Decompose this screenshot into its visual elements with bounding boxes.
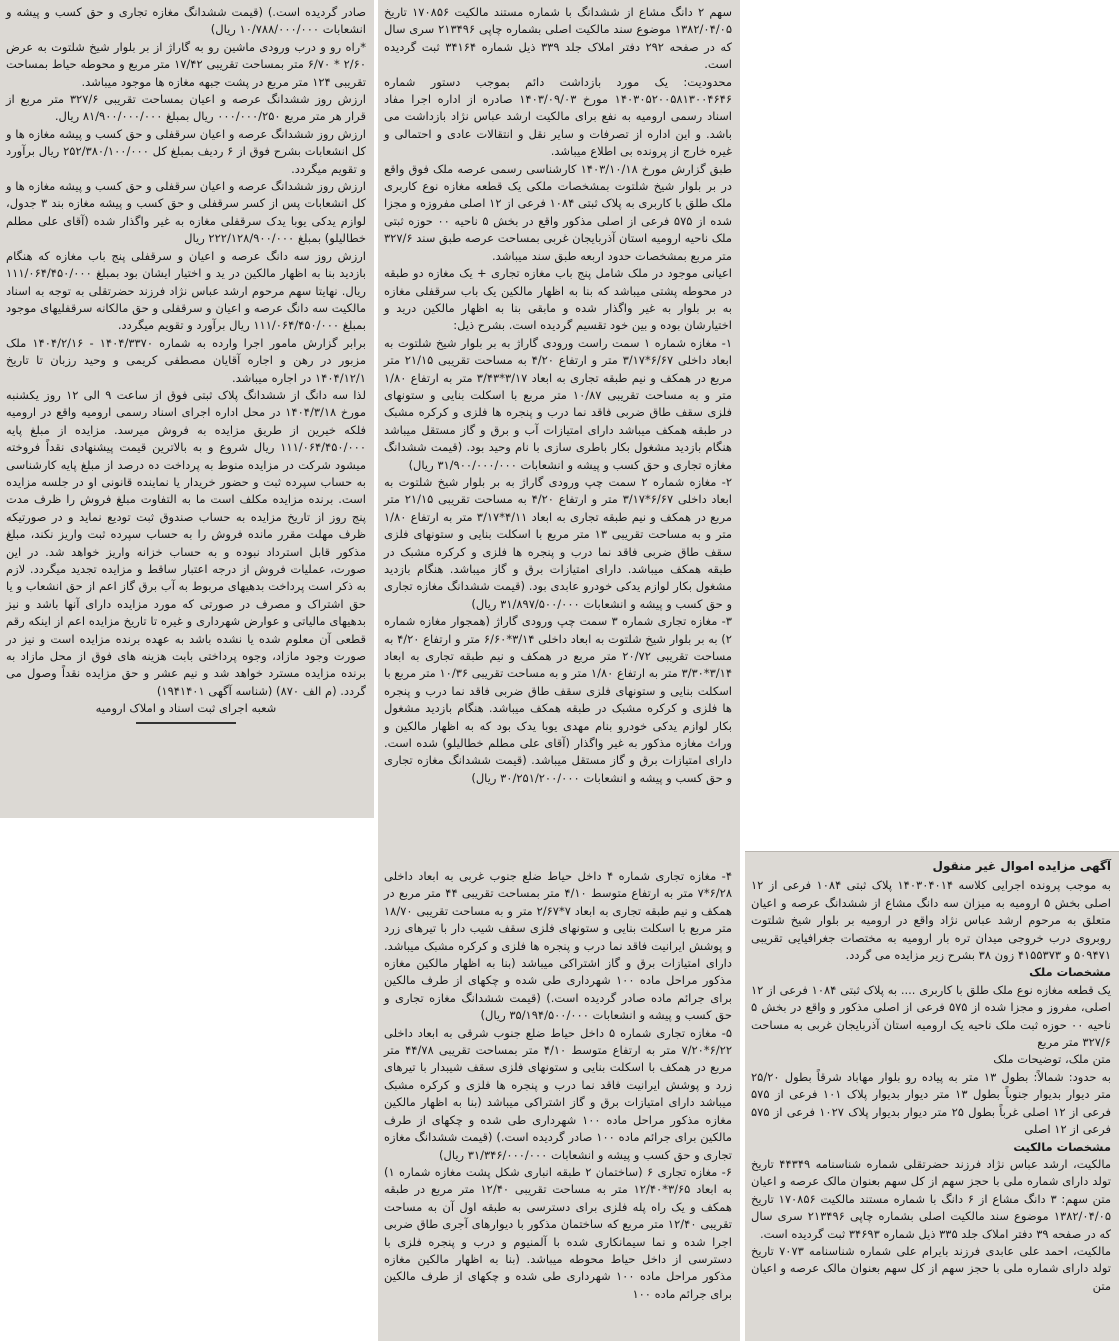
paragraph: طبق گزارش مورخ ۱۴۰۳/۱۰/۱۸ کارشناسی رسمی عرصه ملک فوق واقع در بر بلوار شیخ شلتوت بمشخصات ملکی یک قطعه مغازه نوع کاربری ملک طلق با کاربری به پلاک ثبتی ۱۰۸۴ فرعی از ۱۲ اصلی مفروزه و مجزا شده از ۵۷۵ فرعی از اصلی مذکور واقع در بخش ۵ ناحیه ۰۰ حوزه ثبتی ملک ناحیه ارومیه استان آذربایجان غربی بمساحت عرصه طبق سند ۳۲۷/۶ متر مربع بمشخصات حدود اربعه طبق سند میباشد.	[383, 161, 733, 263]
notice-title: آگهی مزایده اموال غیر منقول	[932, 859, 1111, 873]
section-heading: مشخصات ملک	[1029, 965, 1111, 980]
issuer-signature: شعبه اجرای ثبت اسناد و املاک ارومیه	[95, 701, 277, 716]
paragraph: برابر گزارش مامور اجرا وارده به شماره ۱۴۰۴/۳۳۷۰ - ۱۴۰۴/۲/۱۶ ملک مزبور در رهن و اجاره آقایان مصطفی کریمی و وحید رزبان تا تاریخ ۱۴۰۴/۱۲/۱ در اجاره میباشد.	[6, 335, 366, 385]
shop-3-paragraph: ۳- مغازه تجاری شماره ۳ سمت چپ ورودی گاراژ (همجوار مغازه شماره ۲) به بر بلوار شیخ شلتوت به ابعاد داخلی ۳/۱۴*۶/۶۰ متر و ارتفاع ۴/۲۰ به مساحت تقریبی ۲۰/۷۲ متر مربع در همکف و نیم طبقه تجاری به ابعاد ۳/۱۴*۳/۳۰ متر به ارتفاع ۱/۸۰ متر و به مساحت تقریبی ۱۰/۳۶ متر مربع با اسکلت بنایی و ستونهای فلزی سقف طاق ضربی فاقد نما درب و پنجره ها فلزی و کرکره مشبک در طبقه همکف میباشد. هنگام بازدید مشغول بکار لوازم یدکی خودرو بنام مهدی یوبا یدک بود که به اظهار مالکین و وراث مغازه مذکور به غیر واگذار (آقای علی مطلم خطالیلو) شده است. دارای امتیازات برق و گاز مستقل میباشد. (قیمت ششدانگ مغازه تجاری و حق کسب و پیشه و انشعابات ۳۰/۲۵۱/۲۰۰/۰۰۰ ریال)	[384, 614, 732, 785]
auction-notice-box	[745, 851, 1119, 1341]
article-column-left	[0, 0, 374, 818]
paragraph: اعیانی موجود در ملک شامل پنج باب مغازه تجاری + یک مغازه دو طبقه در محوطه پشتی میباشد که بنا به اظهار مالکین یک باب سرقفلی مغازه به بر بلوار به غیر واگذار شده و مابقی بنا به اظهار مالکین درید و اختیارشان بوده و بین خود تقسیم گردیده است. بشرح ذیل:	[384, 266, 732, 333]
shop-2-paragraph: ۲- مغازه شماره ۲ سمت چپ ورودی گاراژ به بر بلوار شیخ شلتوت به ابعاد داخلی ۶/۶۷*۳/۱۷ متر و ارتفاع ۴/۲۰ به مساحت تقریبی ۲۱/۱۵ متر مربع در همکف و نیم طبقه تجاری به ابعاد ۴/۱۱*۳/۱۷ متر به ارتفاع ۱/۸۰ متر و به مساحت تقریبی ۱۳ متر مربع با اسکلت بنایی و ستونهای فلزی سقف طاق ضربی فاقد نما درب و پنجره ها فلزی و کرکره مشبک در طبقه همکف میباشد. دارای امتیازات برق و گاز میباشد. هنگام بازدید مشغول بکار لوازم یدکی خودرو عابدی بود. (قیمت ششدانگ مغازه تجاری و حق کسب و پیشه و انشعابات ۳۱/۸۹۷/۵۰۰/۰۰۰ ریال)	[384, 474, 733, 611]
shop-6-paragraph: ۶- مغازه تجاری ۶ (ساختمان ۲ طبقه انباری شکل پشت مغازه شماره ۱) به ابعاد ۳/۶۵*۱۲/۴۰ متر به مساحت تقریبی ۱۲/۴۰ متر مربع در طبقه همکف و یک راه پله فلزی برای دسترسی به طبقه اول آن به مساحت تقریبی ۱۲/۴۰ متر مربع که ساختمان مذکور با دیوارهای آجری طاق ضربی اجرا شده و نما سیمانکاری شده با آلمنیوم و درب و پنجره فلزی با دسترسی از داخل حیاط محوطه میباشد. (بنا به اظهار مالکین مغازه مذکور مراحل ماده ۱۰۰ شهرداری طی شده و چکهای از طرف مالکین برای جرائم ماده ۱۰۰	[384, 1164, 733, 1301]
paragraph: ارزش روز سه دانگ عرصه و اعیان و سرقفلی پنج باب مغازه که هنگام بازدید بنا به اظهار مالکین در ید و اختیار ایشان بود بمبلغ ۱۱۱/۰۶۴/۴۵۰/۰۰۰ ریال. نهایتا سهم مرحوم ارشد عباس نژاد فرزند حضرتقلی به توجه به اسناد مالکیت سه دانگ عرصه و اعیان و سرقفلی و حق مالکانه سرقفلیهای موجود بمبلغ ۱۱۱/۰۶۴/۴۵۰/۰۰۰ ریال برآورد و تقویم میگردد.	[6, 248, 366, 333]
divider	[136, 722, 236, 724]
paragraph: ارزش روز ششدانگ عرصه و اعیان بمساحت تقریبی ۳۲۷/۶ متر مربع از قرار هر متر مربع ۰۰۰/۰۰۰/۲۵۰ ریال بمبلغ ۸۱/۹۰۰/۰۰۰/۰۰۰ ریال.	[6, 92, 366, 124]
paragraph: به موجب پرونده اجرایی کلاسه ۱۴۰۳۰۴۰۱۴ پلاک ثبتی ۱۰۸۴ فرعی از ۱۲ اصلی بخش ۵ ارومیه به میزان سه دانگ مشاع از ششدانگ عرصه و اعیان متعلق به مرحوم ارشد عباس نژاد واقع در ارومیه بر بلوار شیخ شلتوت روبروی درب خروجی میدان تره بار ارومیه به مختصات جغرافیایی تقریبی ۵۰۹۴۷۱ و ۴۱۵۵۳۷۳ زون ۳۸ بشرح زیر مزایده می گردد.	[751, 878, 1111, 963]
paragraph: مالکیت، ارشد عباس نژاد فرزند حضرتقلی شماره شناسنامه ۴۴۳۴۹ تاریخ تولد دارای شماره ملی با حجز سهم از کل سهم بعنوان مالک عرصه و اعیان متن سهم: ۳ دانگ مشاع از ۶ دانگ با شماره مستند مالکیت ۱۷۰۸۵۶ تاریخ ۱۳۸۲/۰۴/۰۵ موضوع سند مالکیت اصلی بشماره چاپی ۲۱۳۴۹۶ سری سال که در صفحه ۳۹ دفتر املاک جلد ۳۳۵ ذیل شماره ۳۴۶۹۳ ثبت گردیده است.	[751, 1156, 1112, 1241]
article-column-right	[378, 0, 740, 868]
auction-terms-paragraph: لذا سه دانگ از ششدانگ پلاک ثبتی فوق از ساعت ۹ الی ۱۲ روز یکشنبه مورخ ۱۴۰۴/۳/۱۸ در محل اداره اجرای اسناد رسمی ارومیه واقع در ارومیه فلکه خیرین از طریق مزایده به فروش میرسد. مزایده از مبلغ پایه ۱۱۱/۰۶۴/۴۵۰/۰۰۰ ریال شروع و به بالاترین قیمت پیشنهادی نقداً فروخته میشود شرکت در مزایده منوط به پرداخت ده درصد از مبلغ پایه کارشناسی به حساب سپرده ثبت و حضور خریدار یا نماینده قانونی او در جلسه مزایده است. برنده مزایده مکلف است ما به التفاوت مبلغ فروش را ظرف مدت پنج روز از تاریخ مزایده به حساب صندوق ثبت تودیع نماید و در صورتیکه ظرف مهلت مقرر مانده فروش را به حساب سپرده ثبت واریز نکند، مبلغ مذکور قابل استرداد نبوده و به حساب خزانه واریز خواهد شد. در این صورت، عملیات فروش از درجه اعتبار ساقط و مزایده تجدید میگردد. لازم به ذکر است پرداخت بدهیهای مربوط به آب برق گاز اعم از حق انشعاب و یا حق اشتراک و مصرف در صورتی که مورد مزایده دارای آنها باشد و نیز بدهیهای مالیاتی و عوارض شهرداری و غیره تا تاریخ مزایده اعم از اینکه رقم قطعی آن معلوم شده یا نشده باشد به عهده برنده مزایده است و نیز در صورت وجود مازاد، وجوه پرداختی بابت هزینه های فوق از محل مازاد به برنده مزایده مسترد خواهد شد و نیم عشر و حق مزایده نقداً وصول می گردد. (م الف ۸۷۰) (شناسه آگهی ۱۹۴۱۴۰۱)	[6, 387, 367, 698]
paragraph: سهم ۲ دانگ مشاع از ششدانگ با شماره مستند مالکیت ۱۷۰۸۵۶ تاریخ ۱۳۸۲/۰۴/۰۵ موضوع سند مالکیت اصلی بشماره چاپی ۲۱۳۴۹۶ سری سال که در صفحه ۲۹۲ دفتر املاک جلد ۳۳۹ ذیل شماره ۳۴۱۶۴ ثبت گردیده است.	[384, 5, 732, 72]
paragraph: صادر گردیده است.) (قیمت ششدانگ مغازه تجاری و حق کسب و پیشه و انشعابات ۱۰/۷۸۸/۰۰۰/۰۰۰ ریال)	[6, 5, 366, 37]
paragraph: مالکیت، احمد علی عابدی فرزند بایرام علی شماره شناسنامه ۷۰۷۳ تاریخ تولد دارای شماره ملی با حجز سهم از کل سهم بعنوان مالک عرصه و اعیان متن	[751, 1243, 1111, 1293]
section-heading: متن ملک، توضیحات ملک	[993, 1052, 1111, 1067]
shop-1-paragraph: ۱- مغازه شماره ۱ سمت راست ورودی گاراژ به بر بلوار شیخ شلتوت به ابعاد داخلی ۶/۶۷*۳/۱۷ متر و ارتفاع ۴/۲۰ به مساحت تقریبی ۲۱/۱۵ متر مربع در همکف و نیم طبقه تجاری به ابعاد ۳/۱۷*۳/۴۳ متر به ارتفاع ۱/۸۰ متر و به مساحت تقریبی ۱۰/۸۷ متر مربع با اسکلت بنایی و ستونهای فلزی سقف طاق ضربی فاقد نما درب و پنجره ها فلزی و کرکره مشبک در طبقه همکف میباشد دارای امتیازات آب و برق و گاز مستقل میباشد هنگام بازدید مشغول بکار باطری سازی با نام وحید بود. (قیمت ششدانگ مغازه تجاری و حق کسب و پیشه و انشعابات ۳۱/۹۰۰/۰۰۰/۰۰۰ ریال)	[384, 335, 732, 472]
paragraph: محدودیت: یک مورد بازداشت دائم بموجب دستور شماره ۱۴۰۳۰۵۲۰۰۵۸۱۳۰۰۴۶۴۶ مورخ ۱۴۰۳/۰۹/۰۳ صادره از اداره اجرا مفاد اسناد رسمی ارومیه به نفع برای مالکیت ارشد عباس نژاد بازداشت می باشد. و این اداره از تصرفات و سایر نقل و انتقالات عادی و احتمالی و غیره خارج از پرونده بی اطلاع میباشد.	[384, 74, 733, 159]
paragraph: *راه رو و درب ورودی ماشین رو به گاراژ از بر بلوار شیخ شلتوت به عرض ۲/۶۰ * ۶/۷۰ متر بمساحت تقریبی ۱۷/۴۲ متر مربع و محوطه حیاط بمساحت تقریبی ۱۲۴ متر مربع در پشت جبهه مغازه ها موجود میباشد.	[6, 39, 366, 89]
section-heading: مشخصات مالکیت	[1013, 1139, 1111, 1154]
paragraph: ارزش روز ششدانگ عرصه و اعیان سرقفلی و حق کسب و پیشه مغازه ها و کل انشعابات پس از کسر سرقفلی و حق کسب و پیشه مغازه بند ۳ جدول، لوازم یدکی یوبا یدک سرقفلی مغازه به غیر واگذار شده (آقای علی مطلم خطالیلو) بمبلغ ۲۲۲/۱۲۸/۹۰۰/۰۰۰ ریال	[6, 179, 366, 246]
article-column-bottom	[378, 868, 740, 1341]
shop-4-paragraph: ۴- مغازه تجاری شماره ۴ داخل حیاط ضلع جنوب غربی به ابعاد داخلی ۶/۲۸*۷ متر به ارتفاع متوسط ۴/۱۰ متر بمساحت تقریبی ۴۴ متر مربع در همکف و نیم طبقه تجاری به ابعاد ۷*۲/۶۷ متر و به مساحت تقریبی ۱۸/۷۰ متر مربع با اسکلت بنایی و ستونهای فلزی سقف شیب دار با تیرهای زرد و پوشش ایرانیت فاقد نما درب و پنجره ها فلزی و کرکره مشبک میباشد. دارای امتیازات برق و گاز اشتراکی میباشد (بنا به اظهار مالکین مغازه مذکور مراحل ماده ۱۰۰ شهرداری طی شده و چکهای از طرف مالکین برای جرائم ماده صادر گردیده است.) (قیمت ششدانگ مغازه تجاری و حق کسب و پیشه و انشعابات ۳۵/۱۹۴/۵۰۰/۰۰۰ ریال)	[384, 869, 733, 1023]
shop-5-paragraph: ۵- مغازه تجاری شماره ۵ داخل حیاط ضلع جنوب شرقی به ابعاد داخلی ۶/۲۲*۷/۲۰ متر به ارتفاع متوسط ۴/۱۰ متر بمساحت تقریبی ۴۴/۷۸ متر مربع در همکف با اسکلت بنایی و ستونهای فلزی سقف شیبدار با تیرهای زرد و پوشش ایرانیت فاقد نما درب و پنجره ها فلزی و کرکره مشبک میباشد دارای امتیازات برق و گاز اشتراکی میباشد (بنا به اظهار مالکین مغازه مذکور مراحل ماده ۱۰۰ شهرداری طی شده و چکهای از طرف مالکین برای جرائم ماده ۱۰۰ صادر گردیده است.) (قیمت ششدانگ مغازه تجاری و حق کسب و پیشه و انشعابات ۳۱/۳۴۶/۰۰۰/۰۰۰ ریال)	[384, 1025, 733, 1162]
paragraph: یک قطعه مغازه نوع ملک طلق با کاربری .... به پلاک ثبتی ۱۰۸۴ فرعی از ۱۲ اصلی، مفروز و مجزا شده از ۵۷۵ فرعی از اصلی مذکور و واقع در بخش ۵ ناحیه ۰۰ حوزه ثبت ملک ناحیه یک ارومیه استان آذربایجان غربی به مساحت ۳۲۷/۶ متر مربع	[751, 982, 1111, 1050]
paragraph: به حدود: شمالاً: بطول ۱۳ متر به پیاده رو بلوار مهاباد شرقاً بطول ۲۵/۲۰ متر دیوار بدیوار جنوباً بطول ۱۳ متر دیوار بدیوار پلاک ۱۰۱ فرعی از ۵۷۵ فرعی از ۱۲ اصلی غرباً بطول ۲۵ متر دیوار بدیوار پلاک ۱۰۲۷ فرعی از ۵۷۵ فرعی از ۱۲ اصلی	[751, 1069, 1112, 1137]
paragraph: ارزش روز ششدانگ عرصه و اعیان سرقفلی و حق کسب و پیشه مغازه ها و کل انشعابات بشرح فوق از ۶ ردیف بمبلغ کل ۲۵۲/۳۸۰/۱۰۰/۰۰۰ ریال برآورد و تقویم میگردد.	[6, 126, 366, 176]
